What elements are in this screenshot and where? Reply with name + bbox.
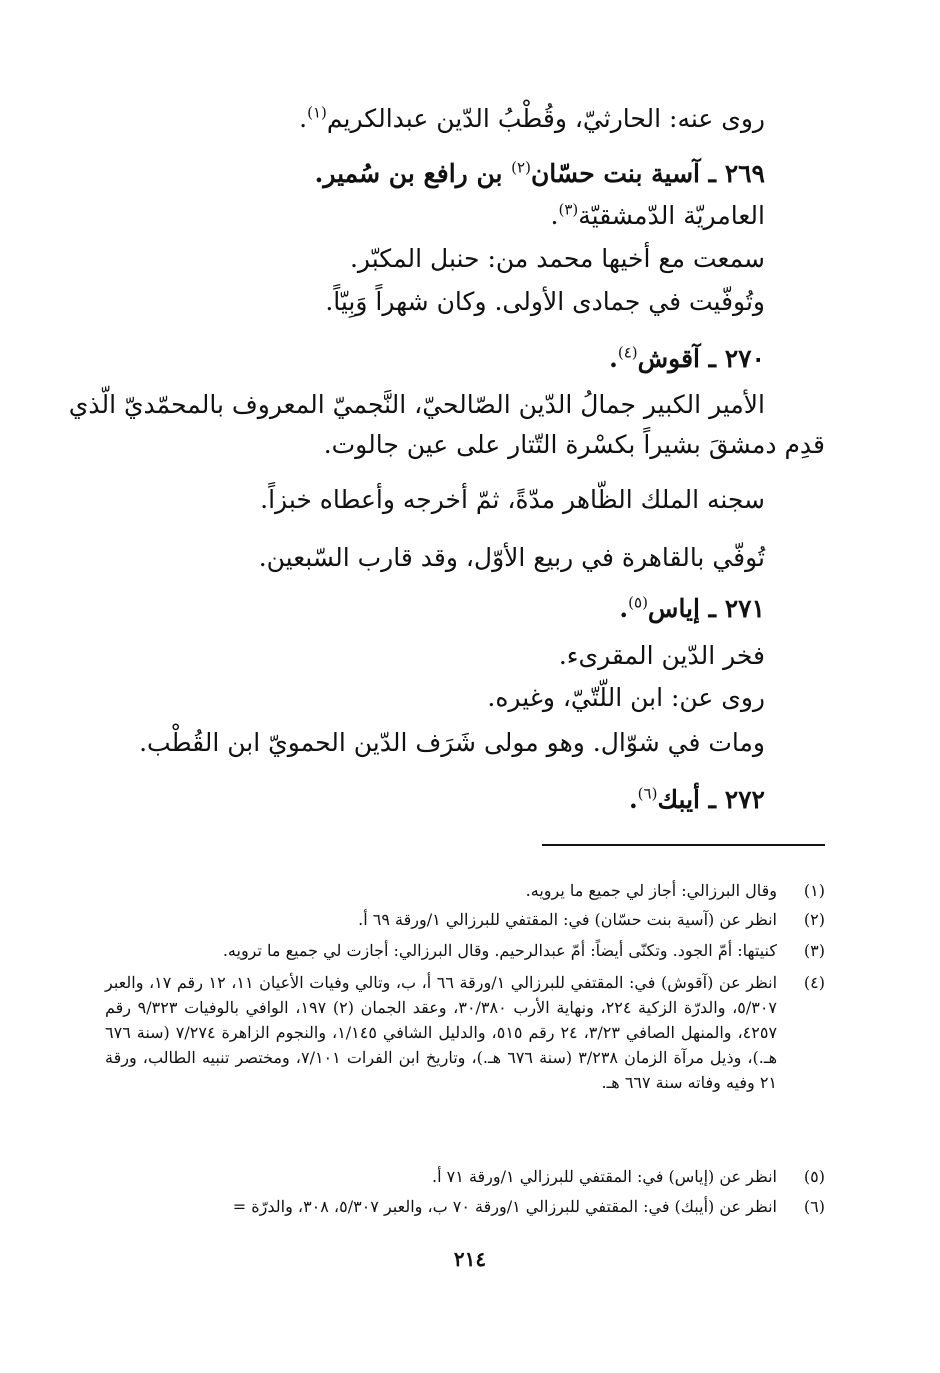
entry-270-death: تُوفّي بالقاهرة في ربيع الأوّل، وقد قارب السّبعين. — [258, 543, 765, 572]
footnote-6: (٦) انظر عن (أيبك) في: المقتفي للبرزالي ١/ورقة ٧٠ ب، والعبر ٥/٣٠٧، ٣٠٨، والدرّة = — [232, 1197, 825, 1216]
footnote-ref-4: (٤) — [617, 343, 638, 362]
entry-272-heading: ٢٧٢ ـ أيبك$^{(٦)}$. — [628, 784, 765, 814]
entry-269-heading: ٢٦٩ ـ آسية بنت حسّان$^{(٢)}$ بن رافع بن سُمير. — [314, 158, 765, 188]
entry-270-heading: ٢٧٠ ـ آقوش$^{(٤)}$. — [609, 343, 765, 373]
entry-271-title: فخر الدّين المقرىء. — [558, 641, 765, 670]
footnote-ref-6: (٦) — [637, 784, 658, 803]
footnote-ref-5: (٥) — [628, 593, 648, 612]
footnote-divider — [542, 844, 825, 846]
entry-271-death: ومات في شوّال. وهو مولى شَرَف الدّين الحمويّ ابن القُطْب. — [139, 728, 765, 757]
entry-269-teachers: سمعت مع أخيها محمد من: حنبل المكبّر. — [349, 244, 765, 273]
entry-271-heading: ٢٧١ ـ إياس$^{(٥)}$. — [619, 593, 765, 623]
entry-269-death: وتُوفّيت في جمادى الأولى. وكان شهراً وَبِيّاً. — [325, 287, 765, 316]
footnote-ref-1: (١) — [307, 103, 327, 122]
entry-269-nisba: العامريّة الدّمشقيّة$^{(٣)}$. — [550, 200, 765, 230]
footnote-3: (٣) كنيتها: أمّ الجود. وتكنّى أيضاً: أمّ عبدالرحيم. وقال البرزالي: أجازت لي جميع ما ترويه. — [222, 941, 825, 960]
entry-270-description: الأمير الكبير جمالُ الدّين الصّالحيّ، النَّجميّ المعروف بالمحمّديّ الّذي — [68, 390, 765, 419]
entry-270-prison: سجنه الملك الظّاهر مدّةً، ثمّ أخرجه وأعطاه خبزاً. — [260, 485, 765, 514]
footnote-4: (٤) انظر عن (آقوش) في: المقتفي للبرزالي ١/ورقة ٦٦ أ، ب، وتالي وفيات الأعيان ١١، ١٢ رقم ١٧، والعبر ٥/٣٠٧، والدرّة الزكية ٢٢٤، ونهاية الأرب ٣٠/٣٨٠، وعقد الجمان (٢) ١٩٧، الوافي بالوفيات ٩/٣٢٣ رقم ٤٢٥٧، والمنهل الصافي ٣/٢٣، ٢٤ رقم ٥١٥، والدليل الشافي ١/١٤٥، والنجوم الزاهرة ٧/٢٧٤ (سنة ٦٧٦ هـ.)، وذيل مرآة الزمان ٣/٢٣٨ (سنة ٦٧٦ هـ.)، وتاريخ ابن الفرات ٧/١٠١، ومختصر تنبيه الطالب، ورقة ٢١ وفيه وفاته سنة ٦٦٧ هـ. — [105, 973, 825, 1092]
footnote-2: (٢) انظر عن (آسية بنت حسّان) في: المقتفي للبرزالي ١/ورقة ٦٩ أ. — [358, 910, 825, 929]
footnote-ref-2: (٢) — [511, 158, 531, 177]
footnote-1: (١) وقال البرزالي: أجاز لي جميع ما يرويه. — [525, 881, 825, 900]
footnote-ref-3: (٣) — [558, 200, 579, 219]
narrators-line: روى عنه: الحارثيّ، وقُطْبُ الدّين عبدالكريم$^{(١)}$. — [299, 103, 765, 133]
page-number: ٢١٤ — [453, 1247, 487, 1271]
entry-271-narration: روى عن: ابن اللّتّيّ، وغيره. — [487, 683, 765, 712]
footnote-5: (٥) انظر عن (إياس) في: المقتفي للبرزالي ١/ورقة ٧١ أ. — [432, 1167, 825, 1186]
entry-270-description-cont: قدِم دمشقَ بشيراً بكسْرة التّتار على عين جالوت. — [323, 430, 825, 459]
